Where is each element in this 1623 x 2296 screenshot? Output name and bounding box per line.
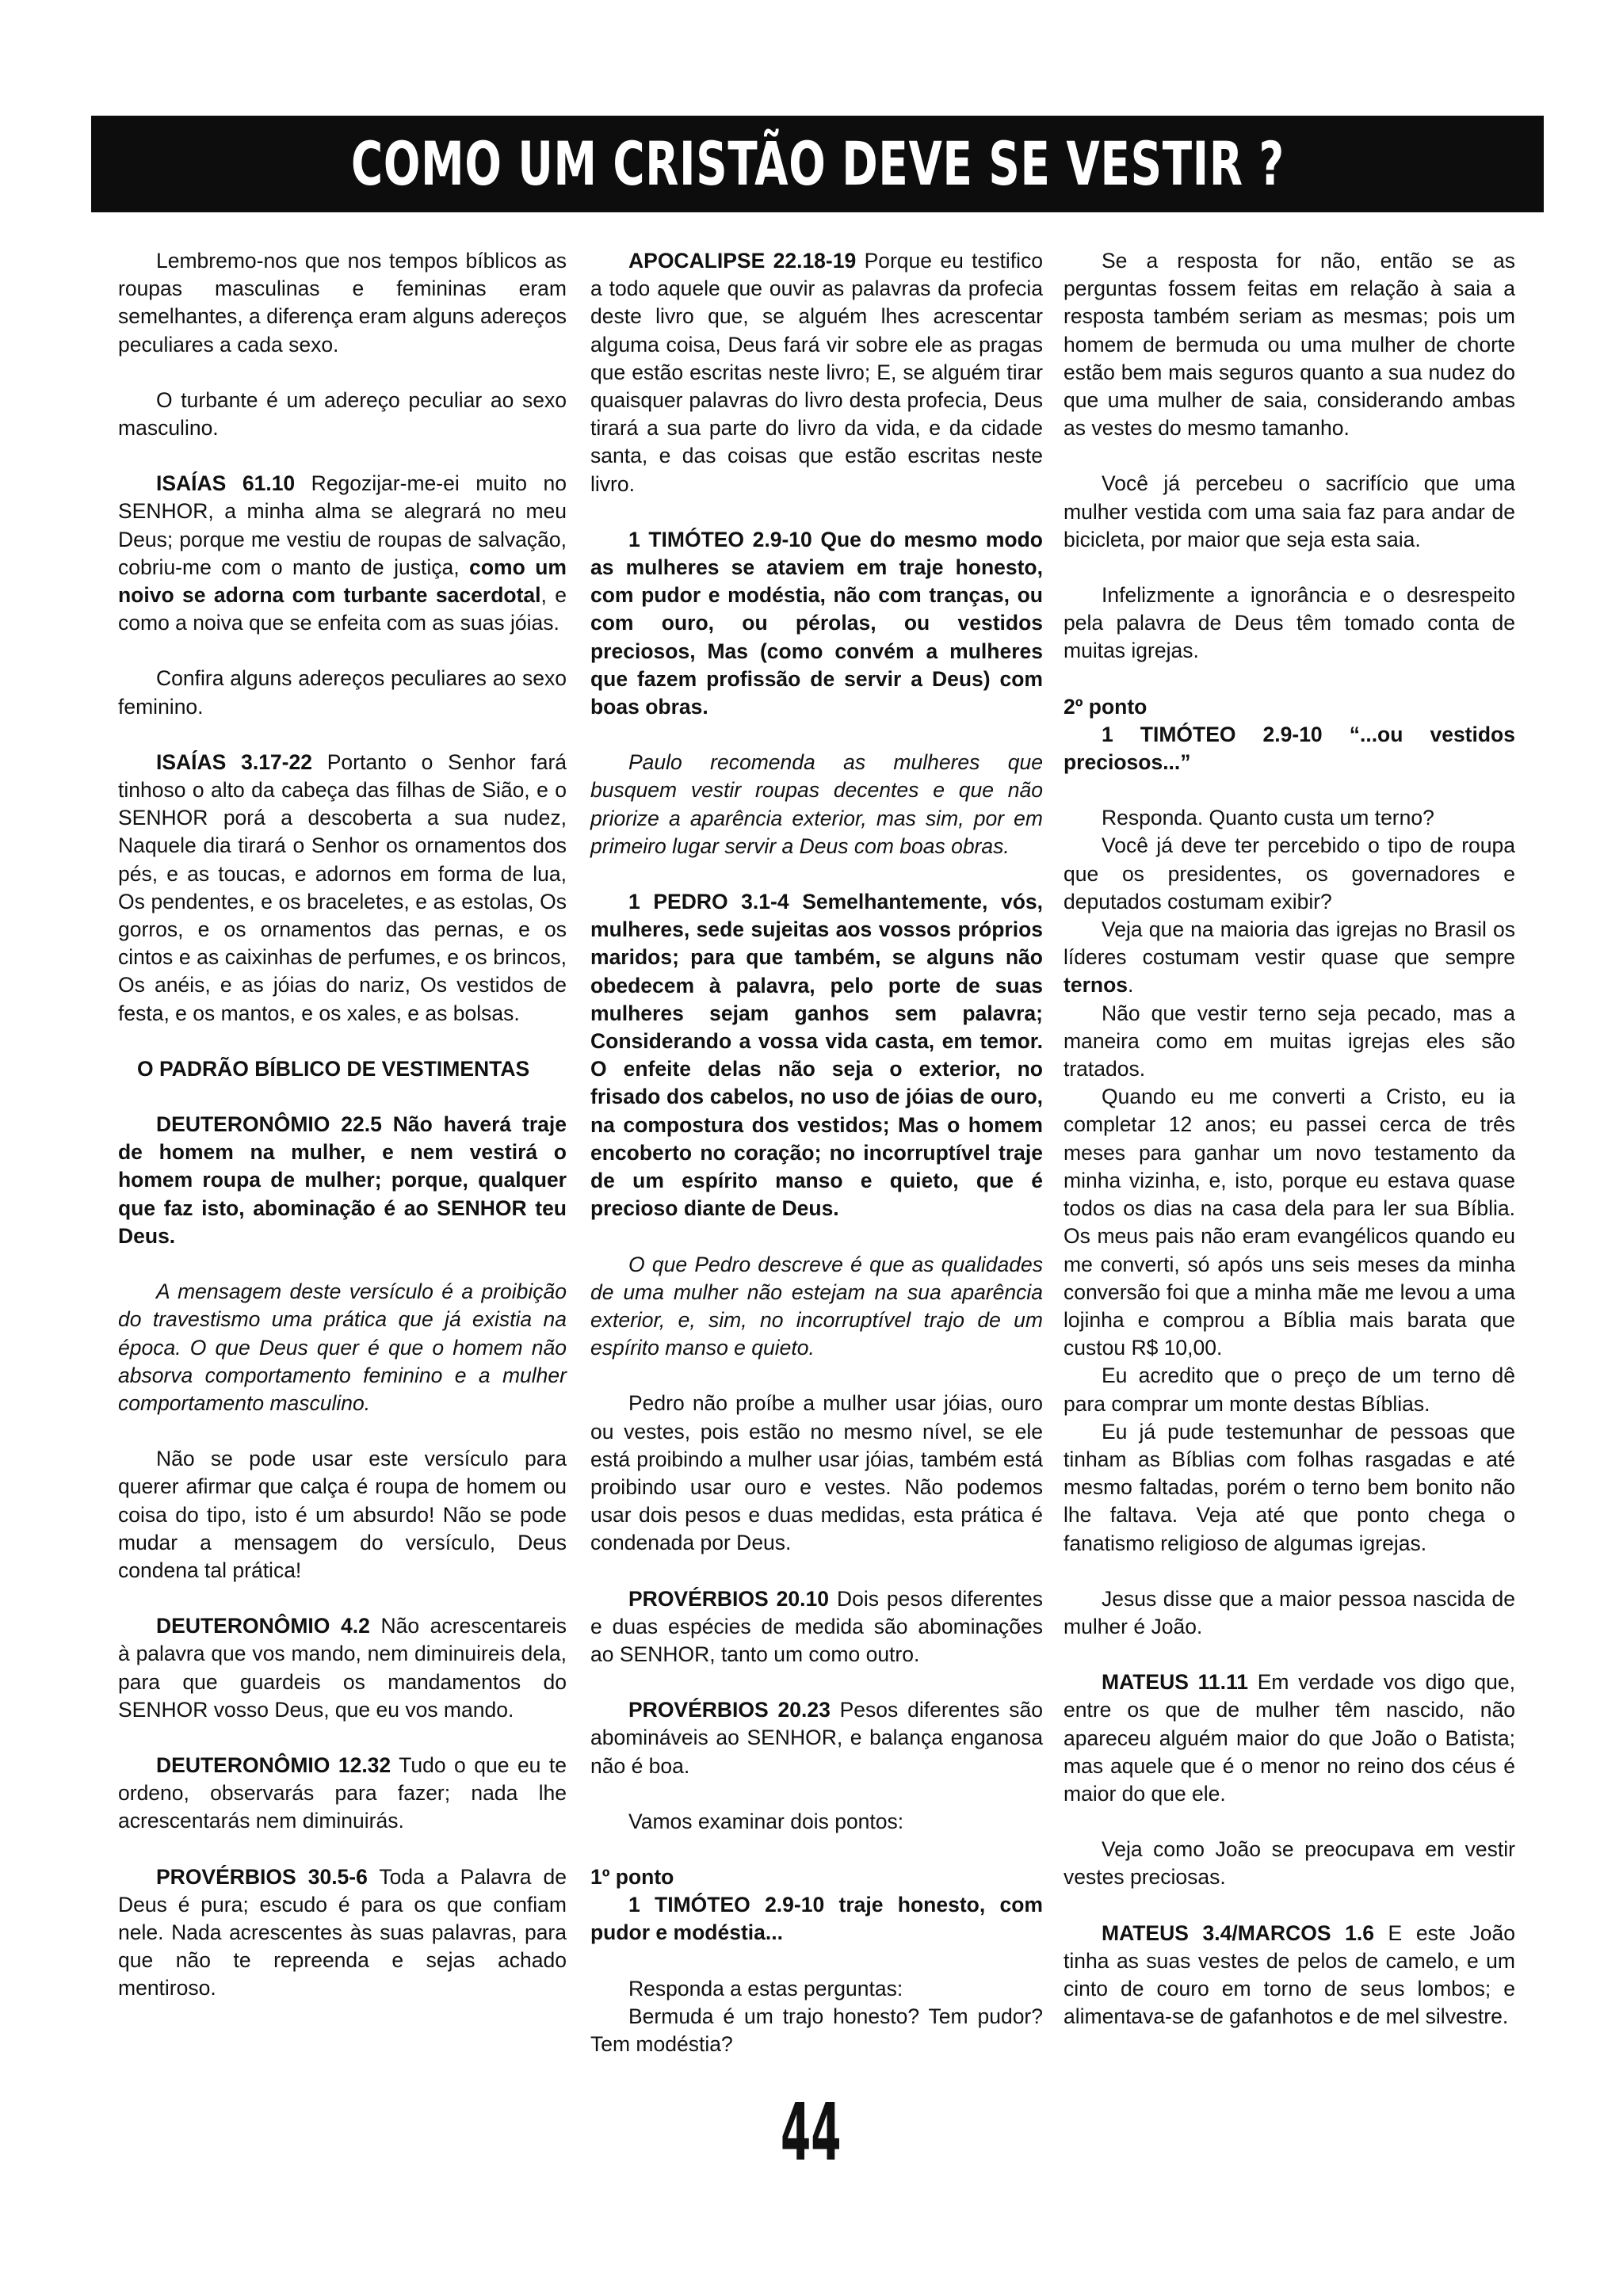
column-1 — [118, 247, 567, 2031]
paragraph: Quando eu me converti a Cristo, eu ia completar 12 anos; eu passei cerca de três meses para ganhar um novo testamento da minha vizinha, e, isto, porque eu estava quase todos os dias na casa dela para ler sua Bíblia. Os meus pais não eram evangélicos quando eu me converti, só após uns seis meses da minha conversão foi que a minha mãe me levou a uma lojinha e comprou a Bíblia mais barata que custou R$ 10,00. — [1064, 1085, 1515, 1360]
paragraph: Jesus disse que a maior pessoa nascida de mulher é João. — [1064, 1586, 1515, 1638]
point-label: 1º ponto — [590, 1864, 674, 1889]
verse-reference: MATEUS 11.11 — [1102, 1670, 1249, 1695]
paragraph: Veja como João se preocupava em vestir vestes preciosas. — [1064, 1837, 1515, 1890]
verse-reference: MATEUS 3.4/MARCOS 1.6 — [1102, 1920, 1374, 1945]
paragraph: PROVÉRBIOS 20.23 Pesos diferentes são abomináveis ao SENHOR, e balança enganosa não é boa. — [590, 1698, 1043, 1778]
paragraph: Eu já pude testemunhar de pessoas que tinham as Bíblias com folhas rasgadas e até mesmo faltadas, porém o terno bem bonito não lhe faltava. Veja até que ponto chega o fanatismo religioso de algumas igrejas. — [1064, 1419, 1515, 1555]
paragraph: Você já percebeu o sacrifício que uma mulher vestida com uma saia faz para andar de bicicleta, por maior que seja esta saia. — [1064, 471, 1515, 551]
paragraph: Pedro não proíbe a mulher usar jóias, ouro ou vestes, pois estão no mesmo nível, se ele está proibindo a mulher usar jóias, também está proibindo usar ouro e vestes. Não podemos usar dois pesos e duas medidas, esta prática é condenada por Deus. — [590, 1391, 1043, 1555]
emphasis: ternos — [1064, 973, 1128, 997]
page-title: COMO UM CRISTÃO DEVE SE VESTIR ? — [350, 128, 1285, 199]
paragraph: Responda. Quanto custa um terno? — [1102, 806, 1434, 830]
paragraph: Bermuda é um trajo honesto? Tem pudor? Tem modéstia? — [590, 2004, 1043, 2056]
section-heading: O PADRÃO BÍBLICO DE VESTIMENTAS — [137, 1056, 530, 1081]
paragraph: Confira alguns adereços peculiares ao sexo feminino. — [118, 666, 567, 719]
verse-paragraph: DEUTERONÔMIO 22.5 Não haverá traje de homem na mulher, e nem vestirá o homem roupa de mulher; porque, qualquer que faz isto, abominação é ao SENHOR teu Deus. — [118, 1112, 567, 1248]
verse-reference: ISAÍAS 61.10 — [156, 471, 296, 496]
commentary-paragraph: O que Pedro descreve é que as qualidades de uma mulher não estejam na sua aparência exterior, e, sim, no incorruptível trajo de um espírito manso e quieto. — [590, 1252, 1043, 1360]
paragraph: Você já deve ter percebido o tipo de roupa que os presidentes, os governadores e deputados costumam exibir? — [1064, 833, 1515, 913]
verse-reference: PROVÉRBIOS 20.10 — [628, 1586, 829, 1611]
emphasis: como um noivo se adorna com turbante sacerdotal — [118, 555, 567, 608]
verse-reference: APOCALIPSE 22.18-19 — [628, 249, 857, 273]
paragraph: DEUTERONÔMIO 4.2 Não acrescentareis à palavra que vos mando, nem diminuireis dela, para que guardeis os mandamentos do SENHOR vosso Deus, que eu vos mando. — [118, 1614, 567, 1722]
paragraph: Se a resposta for não, então se as perguntas fossem feitas em relação à saia a resposta também seriam as mesmas; pois um homem de bermuda ou uma mulher de chorte estão bem mais seguros quanto a sua nudez do que uma mulher de saia, considerando ambas as vestes do mesmo tamanho. — [1064, 249, 1515, 441]
paragraph: Responda a estas perguntas: — [628, 1976, 903, 2000]
verse-paragraph: 1 TIMÓTEO 2.9-10 Que do mesmo modo as mulheres se ataviem em traje honesto, com pudor e modéstia, não com tranças, ou com ouro, ou pérolas, ou vestidos preciosos, Mas (como convém a mulheres que fazem profissão de servir a Deus) com boas obras. — [590, 527, 1043, 719]
column-2 — [590, 247, 1043, 2086]
column-3 — [1064, 247, 1515, 2058]
verse-reference: DEUTERONÔMIO 12.32 — [156, 1753, 391, 1777]
commentary-paragraph: A mensagem deste versículo é a proibição do travestismo uma prática que já existia na época. O que Deus quer é que o homem não absorva comportamento feminino e a mulher comportamento masculino. — [118, 1280, 567, 1415]
paragraph: O turbante é um adereço peculiar ao sexo masculino. — [118, 387, 567, 441]
paragraph: PROVÉRBIOS 30.5-6 Toda a Palavra de Deus é pura; escudo é para os que confiam nele. Nada acrescentes às suas palavras, para que não te repreenda e sejas achado mentiroso. — [118, 1864, 567, 2000]
commentary-paragraph: Paulo recomenda as mulheres que busquem vestir roupas decentes e que não priorize a aparência exterior, mas sim, por em primeiro lugar servir a Deus com boas obras. — [590, 750, 1043, 858]
verse-paragraph: 1 PEDRO 3.1-4 Semelhantemente, vós, mulheres, sede sujeitas aos vossos próprios maridos; para que também, se alguns não obedecem à palavra, pelo porte de suas mulheres sejam ganhos sem palavra; Considerando a vossa vida casta, em temor. O enfeite delas não seja o exterior, no frisado dos cabelos, no uso de jóias de ouro, na compostura dos vestidos; Mas o homem encoberto no coração; no incorruptível traje de um espírito manso e quieto, que é precioso diante de Deus. — [590, 890, 1043, 1221]
paragraph: ISAÍAS 61.10 Regozijar-me-ei muito no SENHOR, a minha alma se alegrará no meu Deus; porque me vestiu de roupas de salvação, cobriu-me com o manto de justiça, como um noivo se adorna com turbante sacerdotal, e como a noiva que se enfeita com as suas jóias. — [118, 471, 567, 635]
paragraph: PROVÉRBIOS 20.10 Dois pesos diferentes e duas espécies de medida são abominações ao SENHOR, tanto um como outro. — [590, 1586, 1043, 1666]
paragraph: MATEUS 3.4/MARCOS 1.6 E este João tinha as suas vestes de pelos de camelo, e um cinto de couro em torno de seus lombos; e alimentava-se de gafanhotos e de mel silvestre. — [1064, 1920, 1515, 2029]
paragraph: APOCALIPSE 22.18-19 Porque eu testifico a todo aquele que ouvir as palavras da profecia deste livro que, se alguém lhes acrescentar alguma coisa, Deus fará vir sobre ele as pragas que estão escritas neste livro; E, se alguém tirar quaisquer palavras do livro desta profecia, Deus tirará a sua parte do livro da vida, e da cidade santa, e das coisas que estão escritas neste livro. — [590, 249, 1043, 496]
verse-reference: PROVÉRBIOS 20.23 — [628, 1698, 831, 1722]
paragraph: Lembremo-nos que nos tempos bíblicos as roupas masculinas e femininas eram semelhantes, a diferença eram alguns adereços peculiares a cada sexo. — [118, 249, 567, 357]
paragraph: Vamos examinar dois pontos: — [628, 1809, 904, 1833]
paragraph: Não que vestir terno seja pecado, mas a maneira como em muitas igrejas eles são tratados. — [1064, 1001, 1515, 1081]
point-label: 2º ponto — [1064, 694, 1148, 719]
verse-reference: DEUTERONÔMIO 4.2 — [156, 1614, 370, 1638]
verse-reference: ISAÍAS 3.17-22 — [156, 749, 312, 774]
paragraph: Infelizmente a ignorância e o desrespeito pela palavra de Deus têm tomado conta de muitas igrejas. — [1064, 583, 1515, 663]
paragraph: Eu acredito que o preço de um terno dê para comprar um monte destas Bíblias. — [1064, 1363, 1515, 1416]
title-bar — [91, 116, 1544, 212]
paragraph: Veja que na maioria das igrejas no Brasil os líderes costumam vestir quase que sempre ternos. — [1064, 917, 1515, 997]
page-number: 44 — [781, 2086, 842, 2179]
paragraph: ISAÍAS 3.17-22 Portanto o Senhor fará tinhoso o alto da cabeça das filhas de Sião, e o SENHOR porá a descoberta a sua nudez, Naquele dia tirará o Senhor os ornamentos dos pés, e as toucas, e adornos em forma de lua, Os pendentes, e os braceletes, e as estolas, Os gorros, e os ornamentos das pernas, e os cintos e as caixinhas de perfumes, e os brincos, Os anéis, e as jóias do nariz, Os vestidos de festa, e os mantos, e os xales, e as bolsas. — [118, 749, 567, 1025]
paragraph: DEUTERONÔMIO 12.32 Tudo o que eu te ordeno, observarás para fazer; nada lhe acrescentarás nem diminuirás. — [118, 1753, 567, 1833]
point-text: 1 TIMÓTEO 2.9-10 “...ou vestidos preciosos...” — [1064, 722, 1515, 775]
paragraph: Não se pode usar este versículo para querer afirmar que calça é roupa de homem ou coisa do tipo, isto é um absurdo! Não se pode mudar a mensagem do versículo, Deus condena tal prática! — [118, 1447, 567, 1582]
point-text: 1 TIMÓTEO 2.9-10 traje honesto, com pudor e modéstia... — [590, 1893, 1043, 1945]
verse-reference: PROVÉRBIOS 30.5-6 — [156, 1864, 368, 1889]
paragraph: MATEUS 11.11 Em verdade vos digo que, entre os que de mulher têm nascido, não apareceu alguém maior do que João o Batista; mas aquele que é o menor no reino dos céus é maior do que ele. — [1064, 1670, 1515, 1806]
